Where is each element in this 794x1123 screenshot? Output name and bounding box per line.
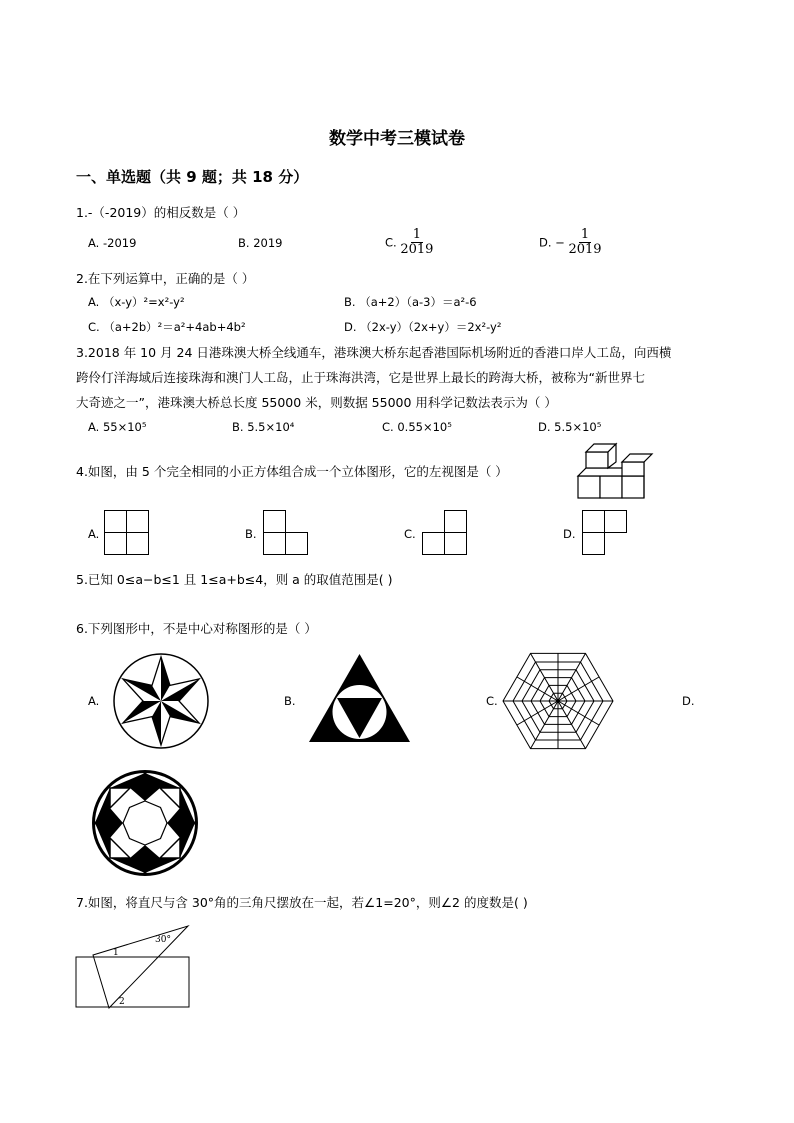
- q6-option-b[interactable]: B.: [284, 694, 296, 708]
- q2-option-d[interactable]: D. （2x-y）（2x+y）＝2x²-y²: [344, 320, 502, 334]
- section-heading: 一、单选题（共 9 题；共 18 分）: [76, 168, 309, 186]
- question-3-line-2: 跨伶仃洋海域后连接珠海和澳门人工岛，止于珠海洪湾，它是世界上最长的跨海大桥，被称为“新世界七: [76, 370, 645, 385]
- q2-option-b[interactable]: B. （a+2）（a-3）＝a²-6: [344, 295, 477, 309]
- q7-ruler-triangle-figure: [75, 920, 191, 1010]
- q1-option-c-label: C.: [385, 235, 397, 250]
- q6-option-d-octagram-figure: [90, 768, 200, 878]
- question-6-stem: 6.下列图形中，不是中心对称图形的是（ ）: [76, 621, 317, 636]
- q4-option-d-view: [582, 510, 628, 556]
- question-3-stem: [76, 340, 721, 415]
- q7-angle-30-label: 30°: [155, 935, 171, 945]
- q4-option-d[interactable]: D.: [563, 527, 576, 541]
- q4-option-c[interactable]: C.: [404, 527, 416, 541]
- page-title: 数学中考三模试卷: [329, 129, 465, 149]
- q4-option-c-view: [422, 510, 468, 556]
- q2-option-c[interactable]: C. （a+2b）²＝a²+4ab+4b²: [88, 320, 246, 334]
- q3-option-b[interactable]: B. 5.5×10⁴: [232, 420, 295, 434]
- q1-option-d[interactable]: [539, 228, 602, 258]
- q4-option-b[interactable]: B.: [245, 527, 257, 541]
- fraction-denominator: 2019: [568, 242, 602, 258]
- q4-option-b-view: [263, 510, 309, 556]
- q1-option-a[interactable]: A. -2019: [88, 236, 137, 250]
- fraction-numerator: 1: [412, 227, 422, 242]
- q1-option-d-fraction: [568, 228, 601, 258]
- q1-option-c-fraction: [400, 228, 433, 258]
- q7-angle-1-label: 1: [113, 948, 119, 958]
- q4-option-a[interactable]: A.: [88, 527, 100, 541]
- q6-option-a-star-figure: [112, 652, 210, 750]
- question-4-stem: 4.如图，由 5 个完全相同的小正方体组合成一个立体图形，它的左视图是（ ）: [76, 464, 508, 479]
- q1-option-d-label: D. −: [539, 235, 565, 250]
- q4-option-a-view: [104, 510, 150, 556]
- q2-option-a[interactable]: A. （x-y）²=x²-y²: [88, 295, 185, 309]
- fraction-numerator: 1: [580, 227, 590, 242]
- question-7-stem: 7.如图，将直尺与含 30°角的三角尺摆放在一起，若∠1=20°，则∠2 的度数是( ): [76, 895, 528, 910]
- cube-solid-figure: [576, 442, 648, 500]
- question-2-stem: 2.在下列运算中，正确的是（ ）: [76, 271, 255, 286]
- question-1-stem: 1.-（-2019）的相反数是（ ）: [76, 205, 246, 220]
- q6-option-a[interactable]: A.: [88, 694, 100, 708]
- fraction-denominator: 2019: [400, 242, 434, 258]
- q6-option-d[interactable]: D.: [682, 694, 695, 708]
- q3-option-a[interactable]: A. 55×10⁵: [88, 420, 147, 434]
- question-3-line-1: 3.2018 年 10 月 24 日港珠澳大桥全线通车，港珠澳大桥东起香港国际机场附近的香港口岸人工岛，向西横: [76, 345, 672, 360]
- question-5-stem: 5.已知 0≤a−b≤1 且 1≤a+b≤4，则 a 的取值范围是( ): [76, 572, 393, 587]
- q3-option-c[interactable]: C. 0.55×10⁵: [382, 420, 452, 434]
- q1-option-b[interactable]: B. 2019: [238, 236, 283, 250]
- q6-option-b-triangle-figure: [307, 652, 412, 744]
- q3-option-d[interactable]: D. 5.5×10⁵: [538, 420, 602, 434]
- q1-option-c[interactable]: [385, 228, 433, 258]
- question-3-line-3: 大奇迹之一”，港珠澳大桥总长度 55000 米，则数据 55000 用科学记数法表示为（ ）: [76, 395, 557, 410]
- q7-angle-2-label: 2: [119, 997, 125, 1007]
- q6-option-c-hexagon-web-figure: [502, 652, 614, 750]
- q6-option-c[interactable]: C.: [486, 694, 498, 708]
